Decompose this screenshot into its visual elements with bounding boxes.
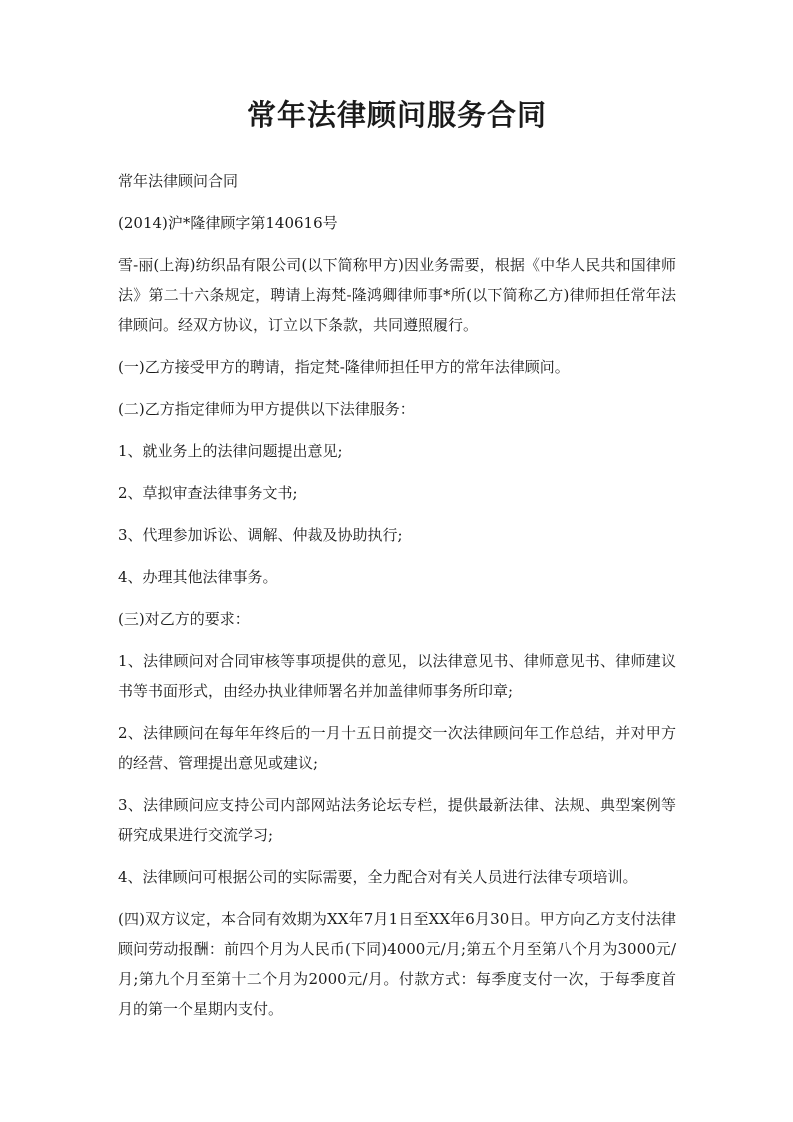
- paragraph-clause-2-item-4: 4、办理其他法律事务。: [118, 568, 278, 586]
- paragraph-clause-3-item-4: 4、法律顾问可根据公司的实际需要，全力配合对有关人员进行法律专项培训。: [118, 868, 638, 886]
- paragraph-clause-2-item-3: 3、代理参加诉讼、调解、仲裁及协助执行;: [118, 526, 403, 544]
- paragraph-clause-2-item-1: 1、就业务上的法律问题提出意见;: [118, 442, 343, 460]
- paragraph-clause-1: (一)乙方接受甲方的聘请，指定梵-隆律师担任甲方的常年法律顾问。: [118, 358, 570, 376]
- paragraph-clause-2-item-2: 2、草拟审查法律事务文书;: [118, 484, 298, 502]
- paragraph-clause-3-item-3: 3、法律顾问应支持公司内部网站法务论坛专栏，提供最新法律、法规、典型案例等研究成果进行交流学习;: [118, 796, 676, 844]
- document-title: 常年法律顾问服务合同: [246, 98, 547, 132]
- paragraph-clause-4: (四)双方议定，本合同有效期为XX年7月1日至XX年6月30日。甲方向乙方支付法律顾问劳动报酬：前四个月为人民币(下同)4000元/月;第五个月至第八个月为3000元/月;第九个月至第十二个月为2000元/月。付款方式：每季度支付一次，于每季度首月的第一个星期内支付。: [118, 910, 676, 1018]
- paragraph-clause-2: (二)乙方指定律师为甲方提供以下法律服务：: [118, 400, 415, 418]
- paragraph-contract-number: (2014)沪*隆律顾字第140616号: [118, 214, 338, 232]
- paragraph-clause-3-item-1: 1、法律顾问对合同审核等事项提供的意见，以法律意见书、律师意见书、律师建议书等书面形式，由经办执业律师署名并加盖律师事务所印章;: [118, 652, 676, 700]
- paragraph-preamble: 雪-丽(上海)纺织品有限公司(以下简称甲方)因业务需要，根据《中华人民共和国律师法》第二十六条规定，聘请上海梵-隆鸿卿律师事*所(以下简称乙方)律师担任常年法律顾问。经双方协议，订立以下条款，共同遵照履行。: [118, 256, 676, 334]
- document-body: [118, 166, 676, 1024]
- paragraph-clause-3: (三)对乙方的要求：: [118, 610, 250, 628]
- paragraph-subtitle: 常年法律顾问合同: [118, 172, 239, 190]
- paragraph-clause-3-item-2: 2、法律顾问在每年年终后的一月十五日前提交一次法律顾问年工作总结，并对甲方的经营、管理提出意见或建议;: [118, 724, 676, 772]
